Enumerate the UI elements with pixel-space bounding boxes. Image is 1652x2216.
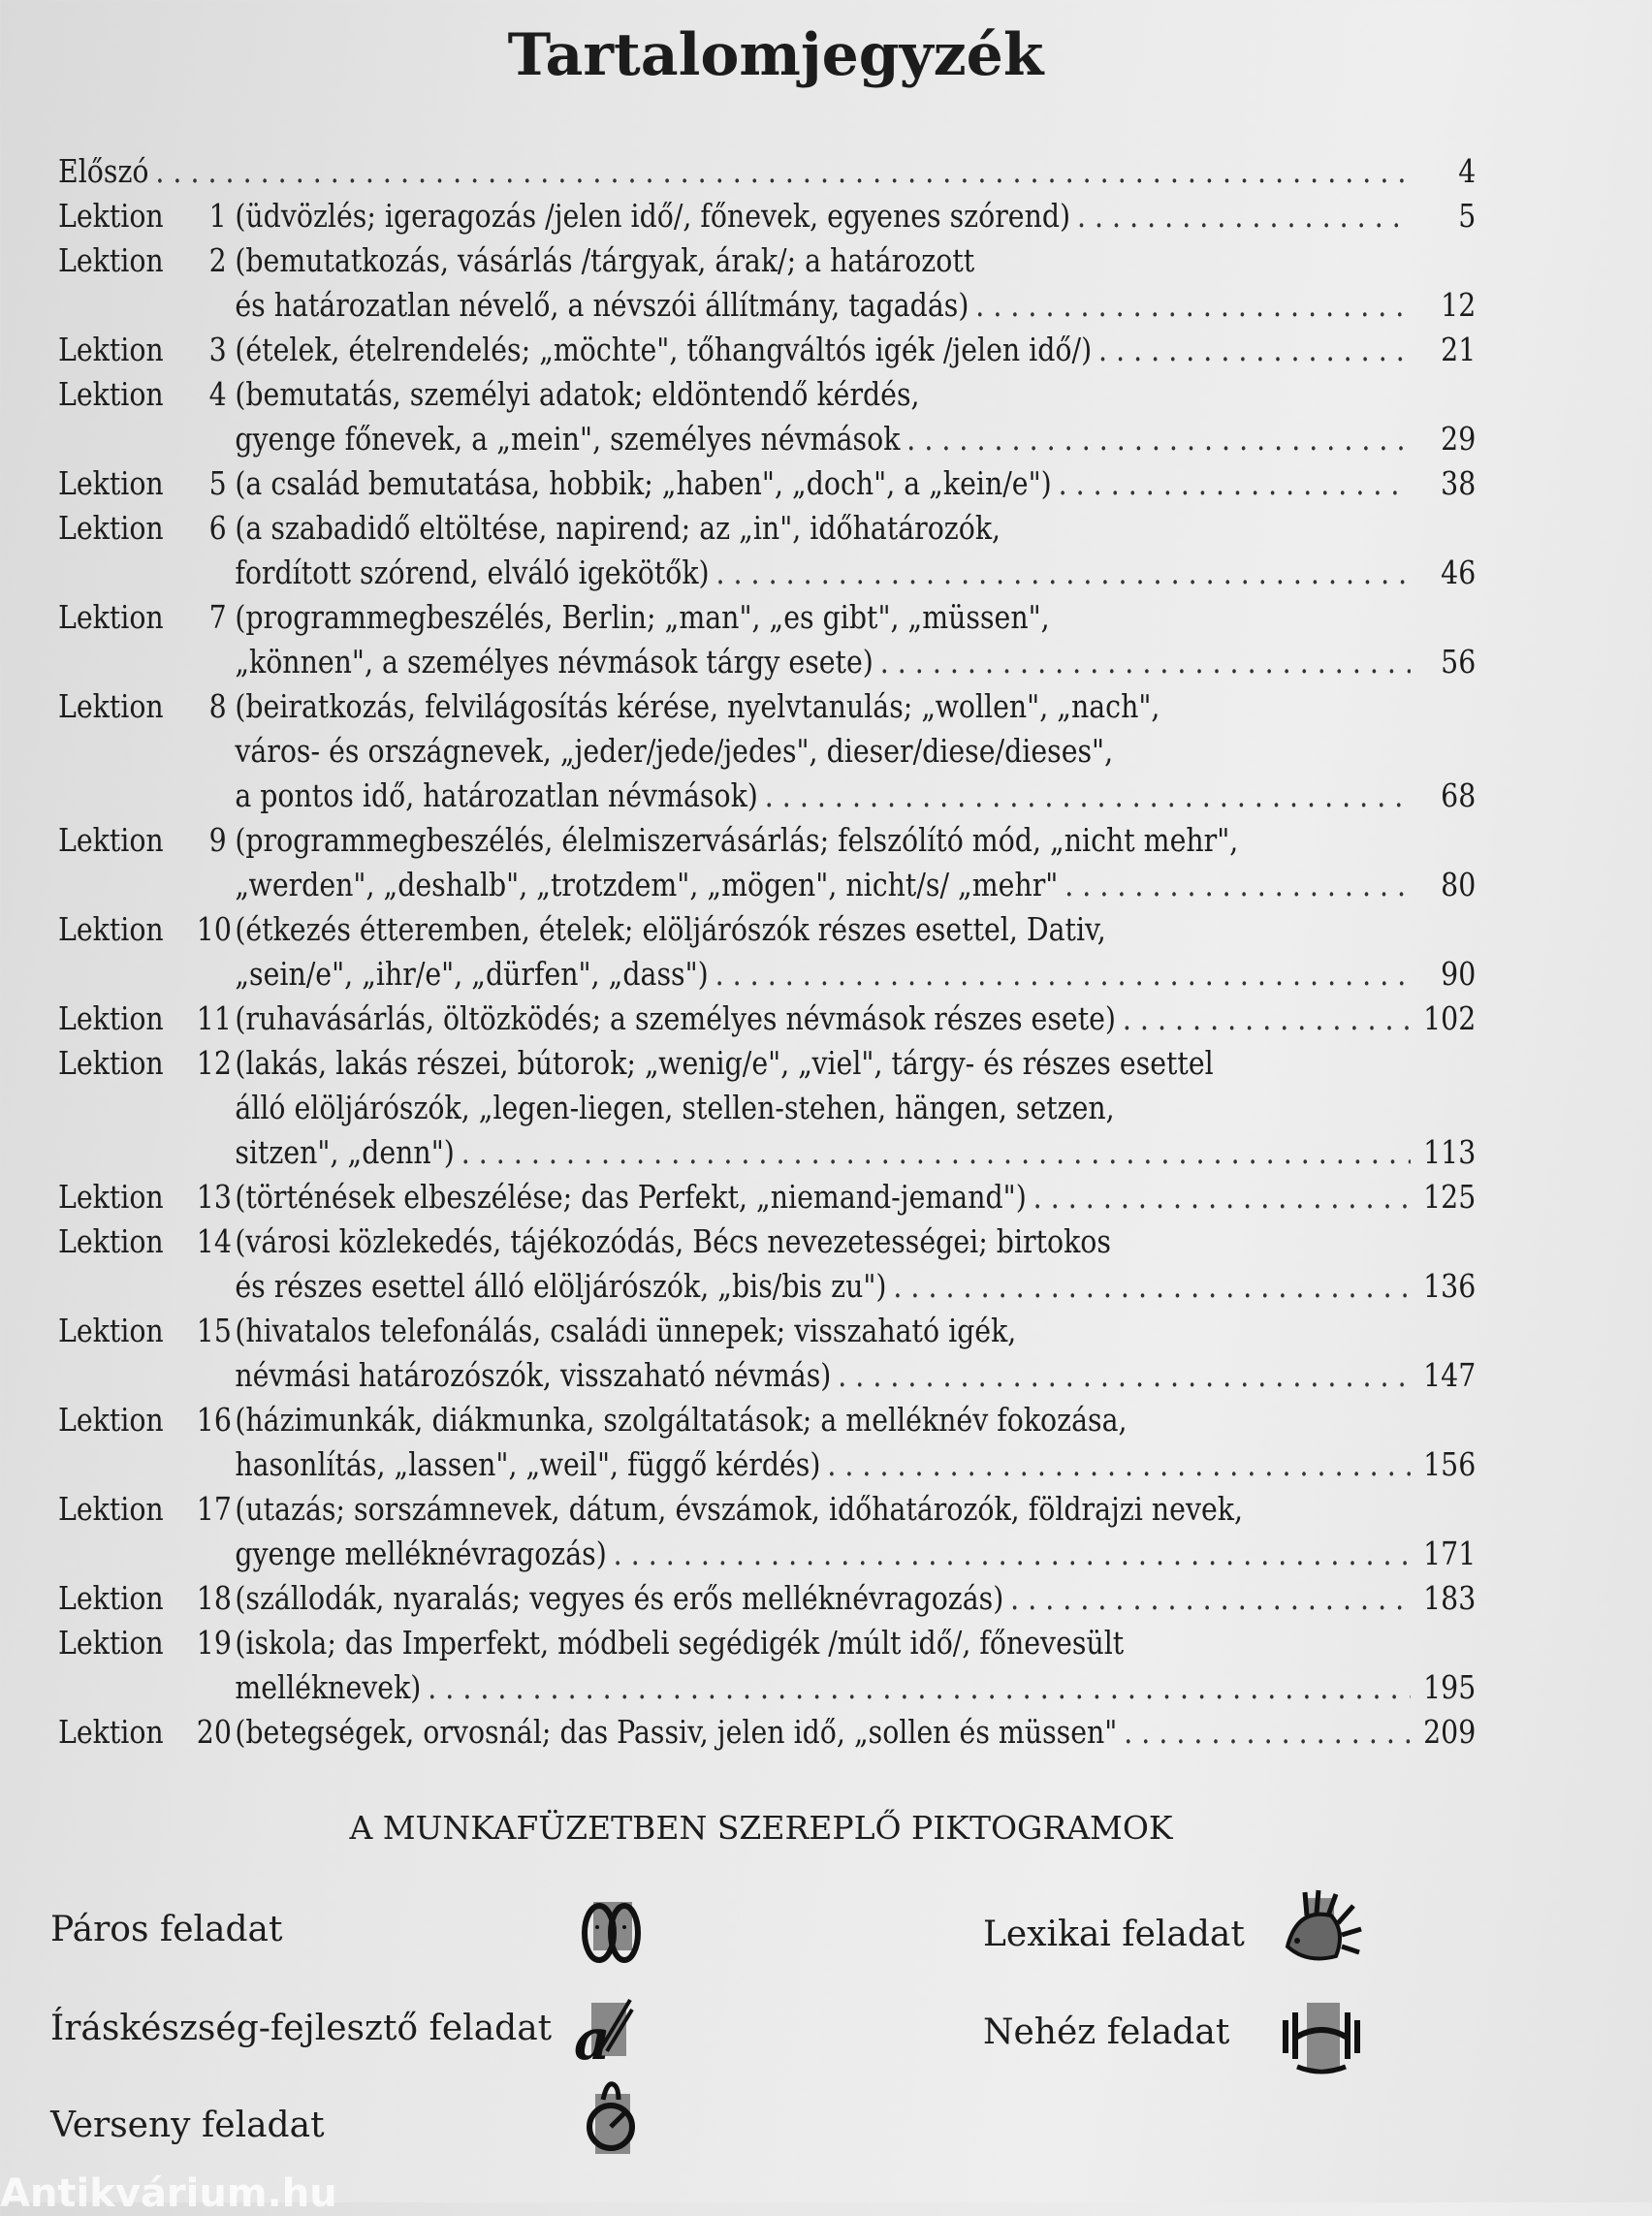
toc-entry-text: (iskola; das Imperfekt, módbeli segédigék /múlt idő/, főnevesült — [235, 1624, 1125, 1662]
toc-lesson-label: Lektion — [58, 1312, 164, 1349]
toc-entry-text: (programmegbeszélés, Berlin; „man", „es gibt", „müssen", — [235, 598, 1050, 636]
toc-lesson-number: 20 — [196, 1713, 232, 1751]
toc-page-number: 147 — [1423, 1356, 1477, 1394]
dot-leader — [1098, 331, 1411, 368]
toc-entry-text: (hivatalos telefonálás, családi ünnepek; visszaható igék, — [235, 1312, 1017, 1349]
toc-entry-text: „werden", „deshalb", „trotzdem", „mögen", nicht/s/ „mehr" — [235, 866, 1059, 903]
dot-leader — [765, 776, 1411, 814]
weightlifting-icon — [1278, 1999, 1365, 2076]
toc-entry-line — [58, 999, 1476, 1044]
toc-entry-text: (üdvözlés; igeragozás /jelen idő/, főnevek, egyenes szórend) — [235, 197, 1071, 235]
toc-entry-text: (beiratkozás, felvilágosítás kérése, nyelvtanulás; „wollen", „nach", — [235, 687, 1160, 725]
svg-text:a: a — [574, 2007, 611, 2073]
toc-page-number: 113 — [1423, 1133, 1477, 1171]
toc-page-number: 183 — [1423, 1579, 1477, 1617]
toc-lesson-label: Lektion — [58, 1490, 164, 1528]
toc-lesson-label: Lektion — [58, 598, 164, 636]
toc-entry-text: fordított szórend, elváló igekötők) — [235, 554, 710, 591]
toc-entry-text: „können", a személyes névmások tárgy esete) — [235, 643, 874, 681]
dot-leader — [1064, 866, 1411, 903]
toc-entry-text: (lakás, lakás részei, bútorok; „wenig/e", „viel", tárgy- és részes esettel — [235, 1044, 1214, 1082]
toc-entry-line — [58, 1312, 1476, 1356]
toc-entry-line — [58, 331, 1476, 375]
toc-lesson-number: 5 — [208, 464, 227, 502]
toc-entry-line — [58, 910, 1476, 955]
pictograms-heading: A MUNKAFÜZETBEN SZEREPLŐ PIKTOGRAMOK — [349, 1809, 1173, 1847]
toc-page-number: 156 — [1423, 1445, 1477, 1483]
toc-page-number: 80 — [1441, 866, 1477, 903]
toc-lesson-number: 17 — [196, 1490, 232, 1528]
toc-lesson-label: Lektion — [58, 1713, 164, 1751]
toc-page-number: 90 — [1441, 955, 1477, 993]
toc-entry-text: (bemutatás, személyi adatok; eldöntendő kérdés, — [235, 375, 920, 413]
toc-entry-line — [58, 821, 1476, 866]
toc-entry-text: hasonlítás, „lassen", „weil", függő kérdés) — [235, 1445, 821, 1483]
toc-entry-line — [58, 1668, 1476, 1713]
toc-lesson-label: Lektion — [58, 1222, 164, 1260]
toc-entry-text: város- és országnevek, „jeder/jede/jedes", dieser/diese/dieses", — [235, 732, 1114, 770]
toc-entry-line — [58, 776, 1476, 821]
toc-entry-line — [58, 955, 1476, 999]
toc-page-number: 56 — [1441, 643, 1477, 681]
dot-leader — [1010, 1579, 1411, 1617]
toc-lesson-label: Lektion — [58, 910, 164, 948]
toc-entry-text: és részes esettel álló elöljárószók, „bis/bis zu") — [235, 1267, 887, 1305]
toc-entry-line — [58, 643, 1476, 687]
toc-entry-line — [58, 509, 1476, 554]
toc-page-number: 29 — [1441, 420, 1477, 458]
dot-leader — [838, 1356, 1411, 1394]
toc-entry-text: (programmegbeszélés, élelmiszervásárlás; felszólító mód, „nicht mehr", — [235, 821, 1239, 859]
toc-entry-text: Előszó — [58, 152, 149, 190]
toc-lesson-number: 8 — [208, 687, 227, 725]
toc-lesson-number: 12 — [196, 1044, 232, 1082]
toc-page-number: 68 — [1441, 776, 1477, 814]
stopwatch-icon — [582, 2080, 644, 2158]
toc-entry-text: és határozatlan névelő, a névszói állítmány, tagadás) — [235, 286, 969, 324]
toc-lesson-label: Lektion — [58, 464, 164, 502]
toc-page-number: 171 — [1423, 1535, 1477, 1572]
dot-leader — [461, 1133, 1411, 1171]
toc-lesson-number: 10 — [196, 910, 232, 948]
toc-entry-text: (a szabadidő eltöltése, napirend; az „in", időhatározók, — [235, 509, 1001, 547]
toc-lesson-label: Lektion — [58, 331, 164, 368]
toc-entry-line — [58, 464, 1476, 509]
toc-entry-line — [58, 1579, 1476, 1624]
toc-lesson-number: 15 — [196, 1312, 232, 1349]
pictogram-label-difficult: Nehéz feladat — [983, 2012, 1230, 2052]
toc-entry-line — [58, 1044, 1476, 1089]
toc-entry-text: névmási határozószók, visszaható névmás) — [235, 1356, 832, 1394]
table-of-contents — [58, 152, 1476, 1757]
toc-entry-text: „sein/e", „ihr/e", „dürfen", „dass") — [235, 955, 709, 993]
toc-entry-text: (ruhavásárlás, öltözködés; a személyes névmások részes esete) — [235, 999, 1116, 1037]
toc-lesson-number: 14 — [196, 1222, 232, 1260]
toc-entry-line — [58, 1490, 1476, 1535]
pictogram-label-pair: Páros feladat — [50, 1910, 283, 1949]
toc-entry-text: (házimunkák, diákmunka, szolgáltatások; a melléknév fokozása, — [235, 1401, 1128, 1439]
toc-lesson-number: 16 — [196, 1401, 232, 1439]
toc-lesson-label: Lektion — [58, 375, 164, 413]
dot-leader — [715, 554, 1411, 591]
dot-leader — [1033, 1178, 1412, 1216]
toc-entry-line — [58, 1089, 1476, 1133]
toc-entry-line — [58, 1535, 1476, 1579]
dot-leader — [1077, 197, 1411, 235]
toc-entry-line — [58, 732, 1476, 776]
toc-lesson-number: 7 — [208, 598, 227, 636]
toc-entry-line — [58, 1713, 1476, 1757]
pictogram-label-competition: Verseny feladat — [50, 2105, 325, 2145]
toc-entry-text: (étkezés étteremben, ételek; elöljárószók részes esettel, Dativ, — [235, 910, 1106, 948]
dot-leader — [880, 643, 1411, 681]
toc-lesson-number: 6 — [208, 509, 227, 547]
toc-lesson-label: Lektion — [58, 1624, 164, 1662]
toc-entry-text: (betegségek, orvosnál; das Passiv, jelen idő, „sollen és müssen" — [235, 1713, 1118, 1751]
toc-lesson-number: 2 — [208, 241, 227, 279]
toc-entry-text: (ételek, ételrendelés; „möchte", tőhangváltós igék /jelen idő/) — [235, 331, 1093, 368]
toc-entry-line — [58, 241, 1476, 286]
toc-entry-text: gyenge főnevek, a „mein", személyes névmások — [235, 420, 901, 458]
toc-entry-line — [58, 1356, 1476, 1401]
toc-entry-line — [58, 286, 1476, 331]
toc-lesson-label: Lektion — [58, 197, 164, 235]
toc-page-number: 195 — [1423, 1668, 1477, 1706]
toc-lesson-number: 9 — [208, 821, 227, 859]
toc-entry-text: (a család bemutatása, hobbik; „haben", „doch", a „kein/e") — [235, 464, 1052, 502]
toc-lesson-label: Lektion — [58, 241, 164, 279]
toc-lesson-label: Lektion — [58, 1401, 164, 1439]
toc-entry-text: (történések elbeszélése; das Perfekt, „niemand-jemand") — [235, 1178, 1027, 1216]
hedgehog-icon — [1278, 1888, 1365, 1966]
pictogram-label-writing: Íráskészség-fejlesztő feladat — [50, 2009, 553, 2048]
toc-page-number: 5 — [1458, 197, 1477, 235]
toc-lesson-number: 1 — [208, 197, 227, 235]
dot-leader — [1124, 1713, 1411, 1751]
dot-leader — [1123, 999, 1411, 1037]
page-title: Tartalomjegyzék — [507, 21, 1044, 89]
dot-leader — [428, 1668, 1411, 1706]
toc-page-number: 102 — [1423, 999, 1477, 1037]
toc-entry-text: álló elöljárószók, „legen-liegen, stellen-stehen, hängen, setzen, — [235, 1089, 1115, 1126]
toc-entry-line — [58, 152, 1476, 197]
toc-lesson-label: Lektion — [58, 1579, 164, 1617]
toc-entry-line — [58, 375, 1476, 420]
toc-entry-line — [58, 1222, 1476, 1267]
toc-lesson-label: Lektion — [58, 687, 164, 725]
dot-leader — [906, 420, 1411, 458]
toc-entry-text: (városi közlekedés, tájékozódás, Bécs nevezetességei; birtokos — [235, 1222, 1111, 1260]
toc-lesson-label: Lektion — [58, 999, 164, 1037]
toc-entry-line — [58, 420, 1476, 464]
toc-entry-text: (szállodák, nyaralás; vegyes és erős melléknévragozás) — [235, 1579, 1004, 1617]
toc-entry-line — [58, 197, 1476, 241]
toc-entry-text: melléknevek) — [235, 1668, 422, 1706]
toc-lesson-number: 11 — [196, 999, 232, 1037]
toc-page-number: 209 — [1423, 1713, 1477, 1751]
toc-lesson-number: 4 — [208, 375, 227, 413]
writing-icon — [572, 1995, 634, 2073]
dot-leader — [975, 286, 1411, 324]
dot-leader — [614, 1535, 1412, 1572]
dot-leader — [715, 955, 1412, 993]
toc-page-number: 38 — [1441, 464, 1477, 502]
toc-entry-line — [58, 1133, 1476, 1178]
toc-entry-line — [58, 1445, 1476, 1490]
toc-lesson-number: 19 — [196, 1624, 232, 1662]
dot-leader — [1059, 464, 1412, 502]
toc-entry-line — [58, 687, 1476, 732]
toc-lesson-label: Lektion — [58, 509, 164, 547]
watermark: Antikvárium.hu — [0, 2171, 337, 2216]
dot-leader — [893, 1267, 1411, 1305]
toc-entry-text: a pontos idő, határozatlan névmások) — [235, 776, 758, 814]
toc-entry-line — [58, 1401, 1476, 1445]
toc-entry-line — [58, 1178, 1476, 1222]
toc-entry-text: (utazás; sorszámnevek, dátum, évszámok, időhatározók, földrajzi nevek, — [235, 1490, 1244, 1528]
toc-page-number: 46 — [1441, 554, 1477, 591]
toc-page-number: 21 — [1441, 331, 1477, 368]
toc-page-number: 125 — [1423, 1178, 1477, 1216]
toc-entry-text: (bemutatkozás, vásárlás /tárgyak, árak/; a határozott — [235, 241, 975, 279]
dot-leader — [827, 1445, 1411, 1483]
toc-lesson-label: Lektion — [58, 1044, 164, 1082]
toc-lesson-number: 13 — [196, 1178, 232, 1216]
toc-lesson-number: 3 — [208, 331, 227, 368]
dot-leader — [155, 152, 1411, 190]
toc-page-number: 136 — [1423, 1267, 1477, 1305]
toc-lesson-number: 18 — [196, 1579, 232, 1617]
pictogram-label-lexical: Lexikai feladat — [983, 1915, 1245, 1954]
toc-entry-text: gyenge melléknévragozás) — [235, 1535, 607, 1572]
toc-page-number: 12 — [1441, 286, 1477, 324]
toc-page-number: 4 — [1458, 152, 1477, 190]
toc-entry-line — [58, 1267, 1476, 1312]
pair-faces-icon — [580, 1892, 642, 1970]
toc-entry-line — [58, 554, 1476, 598]
toc-entry-text: sitzen", „denn") — [235, 1133, 455, 1171]
toc-entry-line — [58, 598, 1476, 643]
toc-lesson-label: Lektion — [58, 1178, 164, 1216]
toc-lesson-label: Lektion — [58, 821, 164, 859]
toc-entry-line — [58, 866, 1476, 910]
toc-entry-line — [58, 1624, 1476, 1668]
